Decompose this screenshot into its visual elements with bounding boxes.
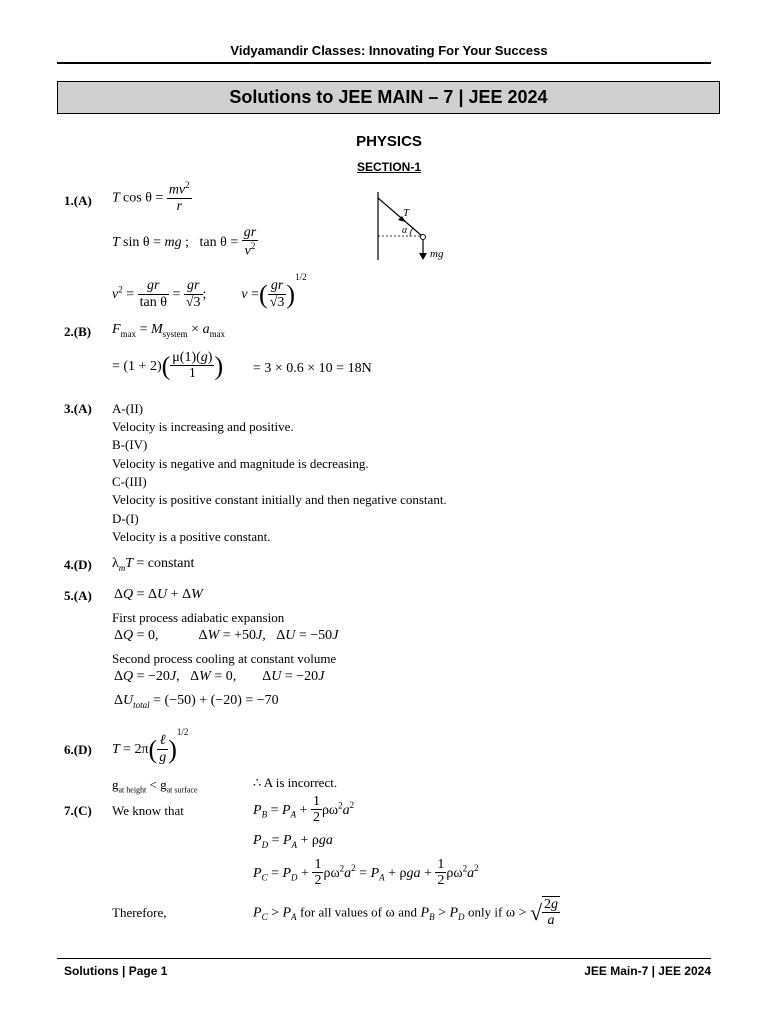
q5-total: = (−50) + (−20) = −70 — [153, 693, 279, 708]
weight-label: mg — [430, 248, 444, 260]
footer-left: Solutions | Page 1 — [64, 964, 168, 978]
footer-divider — [57, 958, 711, 959]
weight-arrow — [419, 253, 427, 260]
q3-line-6: Velocity is positive constant initially and then negative constant. — [112, 492, 447, 507]
q6-equation: T = 2π( $\frac{\text{ℓ}}{g}$ )$^{1/2}$ — [112, 727, 189, 765]
q1-equation-2: T sin θ = mg ; tan θ = $\frac{gr}{v^2}$ — [112, 225, 257, 260]
question-number-1: 1.(A) — [64, 193, 92, 208]
q7-and: and — [398, 904, 417, 920]
q6-conclusion: ∴ A is incorrect. — [253, 775, 338, 790]
q7-only-if: only if — [468, 904, 503, 920]
bob — [421, 235, 426, 240]
q5-equation-4: $\Delta U_{total} = (-50) + (-20) = -70$ — [114, 693, 279, 710]
angle-label: α — [402, 225, 408, 236]
q7-therefore: Therefore, — [112, 905, 167, 920]
question-number-2: 2.(B) — [64, 324, 92, 339]
angle-arc — [410, 228, 413, 236]
pendulum-diagram — [360, 190, 460, 270]
question-number-5: 5.(A) — [64, 588, 92, 603]
q2-equation-1: $F_{max} = M_{system} \times a_{max}$ — [112, 322, 226, 339]
q3-line-7: D-(I) — [112, 511, 139, 526]
q5-equation-2: ΔQ = 0, ΔW = +50J, ΔU = −50J — [114, 628, 339, 643]
q3-line-1: A-(II) — [112, 401, 144, 416]
header-divider — [57, 62, 711, 64]
q5-equation-3: ΔQ = −20J, ΔW = 0, ΔU = −20J — [114, 669, 325, 684]
q7-for-all: for all values of — [300, 904, 382, 920]
q2-result: = 3 × 0.6 × 10 = 18N — [253, 361, 372, 376]
question-number-3: 3.(A) — [64, 401, 92, 416]
q7-equation-2: $P_D = P_A + \rho ga$ — [253, 833, 333, 850]
header-institute: Vidyamandir Classes: Innovating For Your Success — [230, 43, 548, 58]
q5-equation-1: ΔQ = ΔU + ΔW — [114, 587, 203, 602]
question-number-6: 6.(D) — [64, 742, 92, 757]
string-line — [378, 198, 422, 236]
q3-line-8: Velocity is a positive constant. — [112, 529, 271, 544]
q2-equation-2: = (1 + 2)( $\frac{\mu(1)(g)}{1}$ ) — [112, 350, 224, 382]
q5-first-process: First process adiabatic expansion — [112, 610, 285, 625]
footer-right: JEE Main-7 | JEE 2024 — [584, 964, 711, 978]
q1-equation-3: $v^2$ = $\frac{gr}{\text{tan θ}}$ = $\frac{gr}{√3}$ ; v =( $\frac{gr}{√3}$ )$^{1/2}$ — [112, 272, 307, 310]
q3-line-3: B-(IV) — [112, 437, 148, 452]
q7-equation-3: $P_C = P_D$ + $\frac{1}{2}$ $\rho\omega^2a^2 = P_A + \rho ga$ + $\frac{1}{2}$ $\rho\omega^2a^2$ — [253, 857, 479, 889]
q4-equation: $\lambda_mT$ = constant — [112, 556, 195, 573]
question-number-7: 7.(C) — [64, 803, 92, 818]
section-heading-text: SECTION-1 — [356, 160, 421, 174]
subject-heading: PHYSICS — [356, 133, 422, 150]
q7-intro: We know that — [112, 803, 184, 818]
q7-conclusion: $P_C > P_A$ for all values of ω and $P_B > P_D$ only if ω > √ $\frac{2g}{a}$ — [253, 897, 559, 929]
q3-line-2: Velocity is increasing and positive. — [112, 419, 294, 434]
section-heading — [0, 160, 768, 174]
tension-label: T — [403, 207, 410, 219]
q6-gravity-comparison: $g_{at height} < g_{at surface}$ — [112, 777, 198, 795]
question-number-4: 4.(D) — [64, 557, 92, 572]
q3-line-4: Velocity is negative and magnitude is decreasing. — [112, 456, 369, 471]
q1-equation-1: T cos θ = $\frac{mv^2}{r}$ — [112, 180, 190, 215]
q3-line-5: C-(III) — [112, 474, 147, 489]
q5-second-process: Second process cooling at constant volume — [112, 651, 337, 666]
q4-equation-suffix: = constant — [136, 556, 195, 571]
q7-equation-1: $P_B = P_A$ + $\frac{1}{2}$ $\rho\omega^2a^2$ — [253, 794, 355, 826]
page-title: Solutions to JEE MAIN – 7 | JEE 2024 — [57, 81, 720, 114]
